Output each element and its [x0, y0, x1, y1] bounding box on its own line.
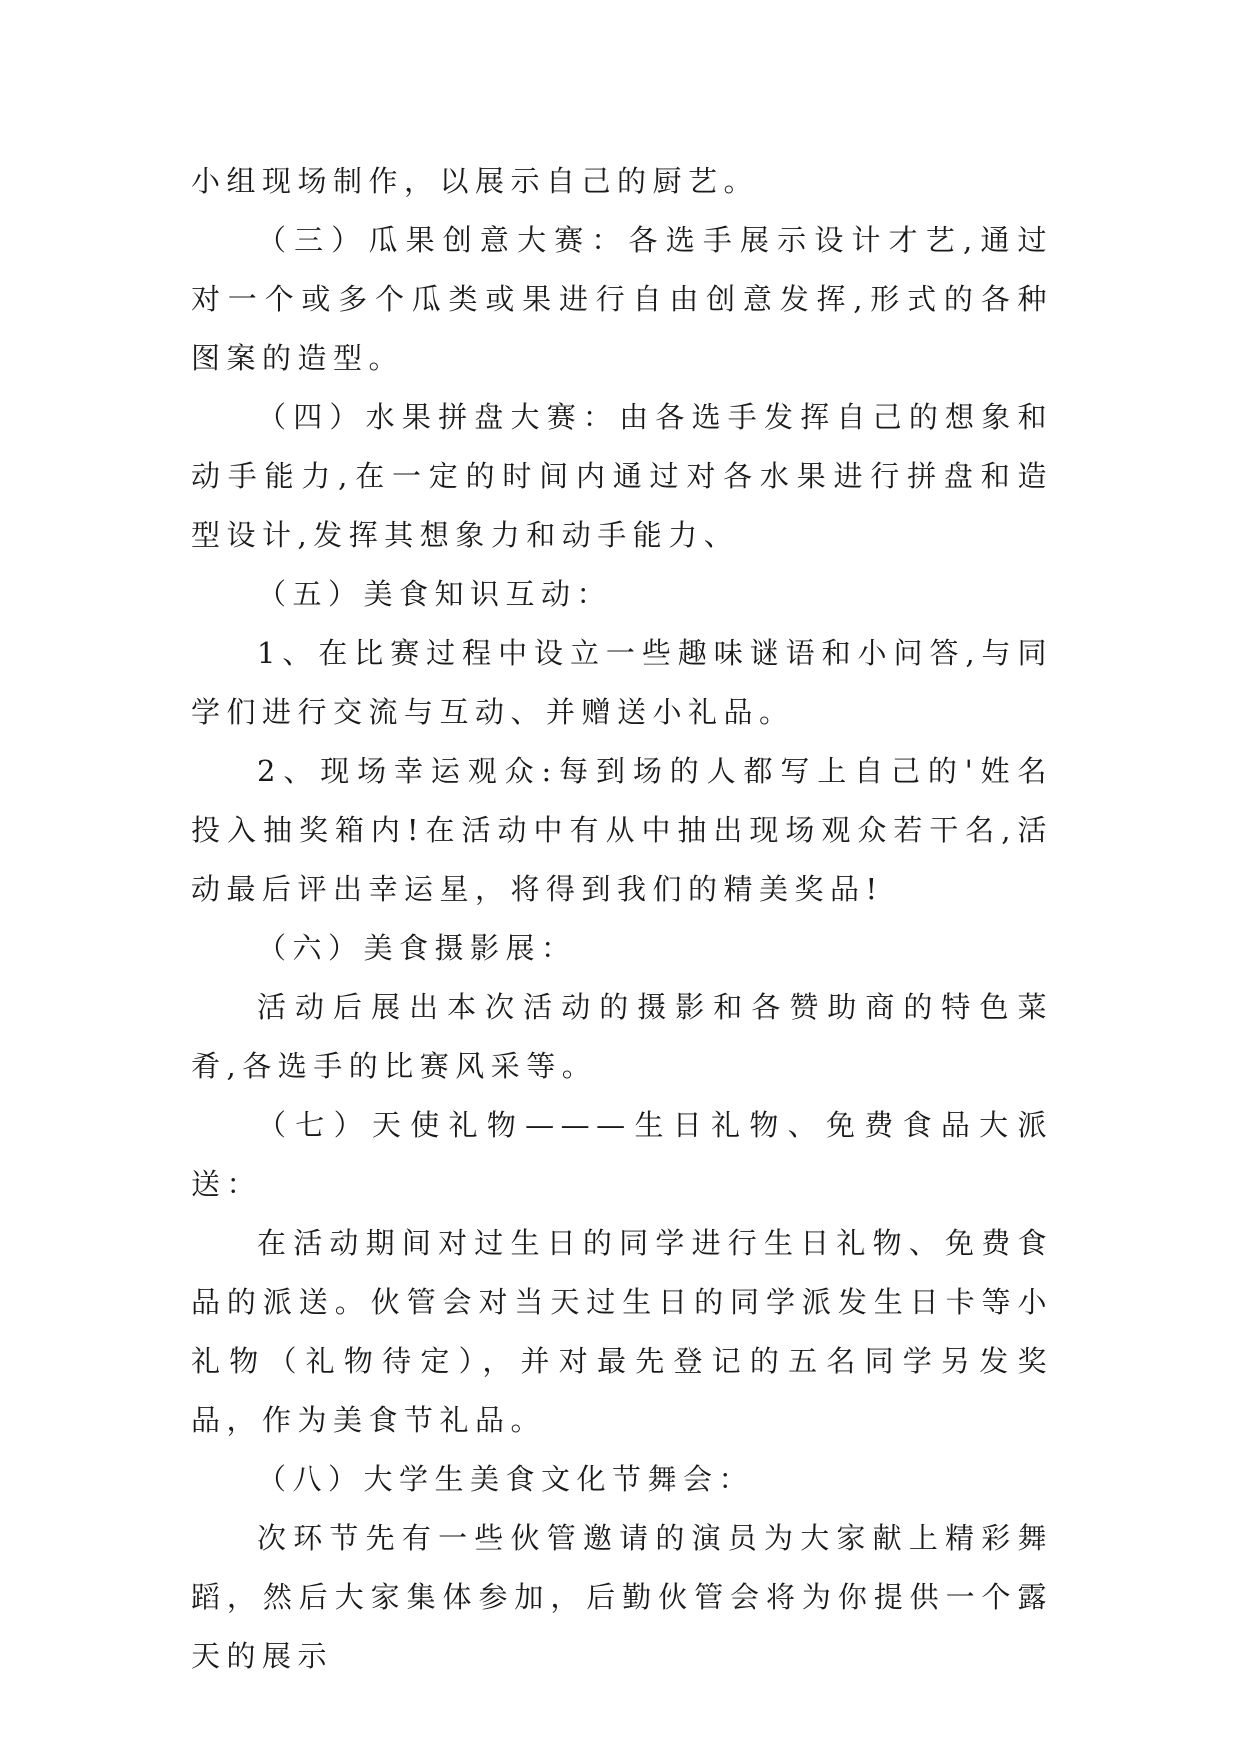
paragraph-12: 次环节先有一些伙管邀请的演员为大家献上精彩舞蹈，然后大家集体参加，后勤伙管会将为你提供一个露天的展示	[191, 1521, 1053, 1673]
paragraph-1: 小组现场制作，以展示自己的厨艺。	[191, 164, 760, 198]
paragraph-7: （六）美食摄影展：	[257, 931, 577, 965]
paragraph-5: 1、在比赛过程中设立一些趣味谜语和小问答,与同学们进行交流与互动、并赠送小礼品。	[191, 636, 1053, 729]
paragraph-6: 2、现场幸运观众:每到场的人都写上自己的'姓名投入抽奖箱内!在活动中有从中抽出现场观众若干名,活动最后评出幸运星，将得到我们的精美奖品!	[191, 754, 1053, 906]
body-text	[191, 152, 1053, 1686]
paragraph-11: （八）大学生美食文化节舞会：	[257, 1462, 755, 1496]
paragraph-2: （三）瓜果创意大赛：各选手展示设计才艺,通过对一个或多个瓜类或果进行自由创意发挥,形式的各种图案的造型。	[191, 223, 1053, 375]
paragraph-10: 在活动期间对过生日的同学进行生日礼物、免费食品的派送。伙管会对当天过生日的同学派发生日卡等小礼物（礼物待定），并对最先登记的五名同学另发奖品，作为美食节礼品。	[191, 1226, 1053, 1437]
paragraph-4: （五）美食知识互动：	[257, 577, 613, 611]
paragraph-9: （七）天使礼物———生日礼物、免费食品大派送：	[191, 1108, 1053, 1201]
paragraph-3: （四）水果拼盘大赛：由各选手发挥自己的想象和动手能力,在一定的时间内通过对各水果进行拼盘和造型设计,发挥其想象力和动手能力、	[191, 400, 1053, 552]
paragraph-8: 活动后展出本次活动的摄影和各赞助商的特色菜肴,各选手的比赛风采等。	[191, 990, 1053, 1083]
